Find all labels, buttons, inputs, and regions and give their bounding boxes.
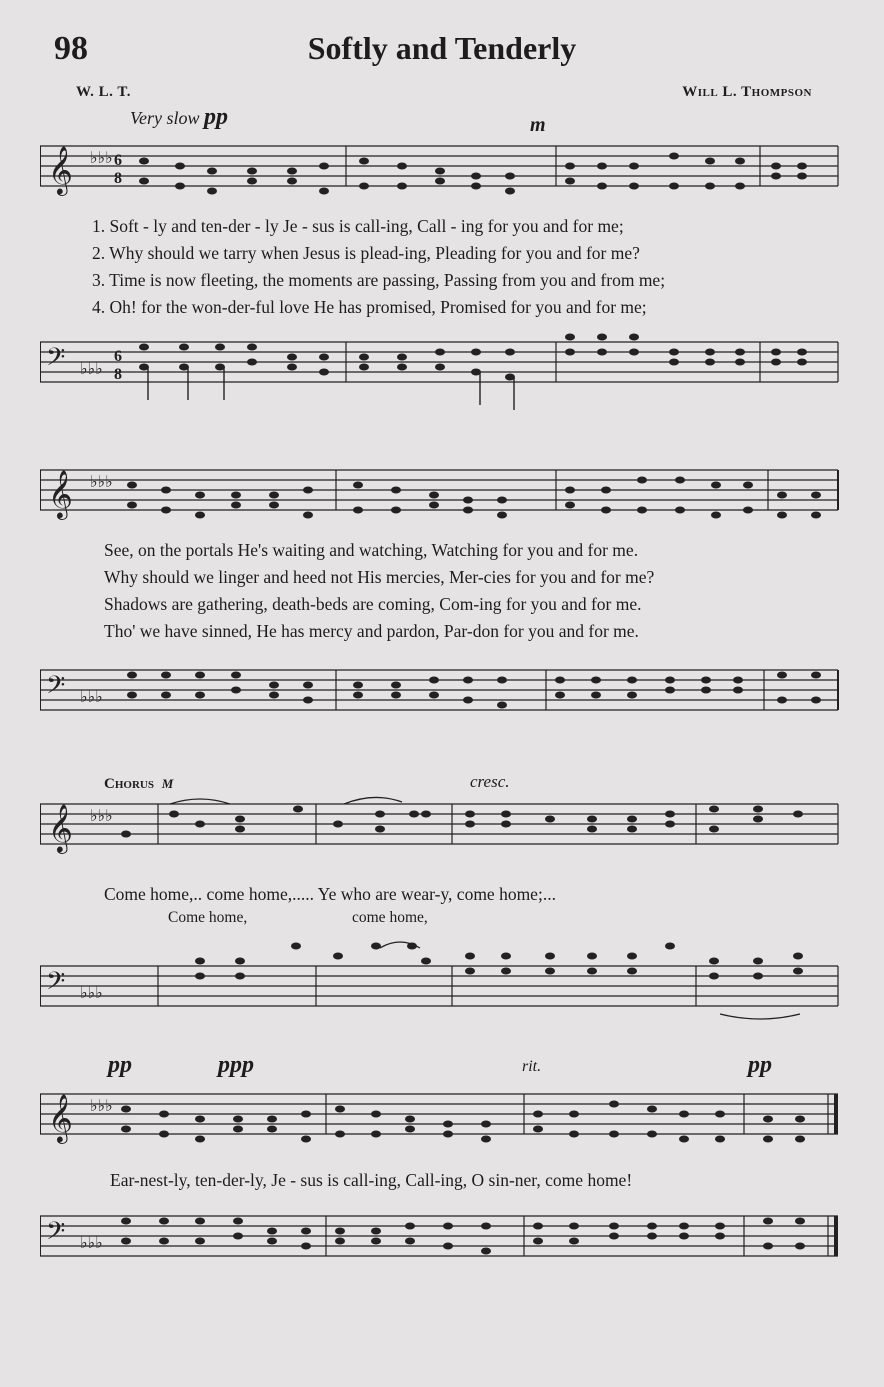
staff-system-1-treble [40,138,840,198]
cresc-marking: cresc. [470,772,510,791]
svg-text:♭♭♭: ♭♭♭ [90,808,113,825]
svg-text:♭♭♭: ♭♭♭ [80,985,103,1002]
svg-text:𝄢: 𝄢 [46,672,66,705]
svg-text:𝄢: 𝄢 [46,968,66,1001]
svg-text:𝄢: 𝄢 [46,344,66,377]
svg-text:𝄞: 𝄞 [48,1096,73,1142]
svg-text:𝄞: 𝄞 [48,472,73,518]
refrain-line-2: Why should we linger and heed not His mercies, Mer-cies for you and for me? [104,567,655,587]
staff-system-2-bass [40,654,840,744]
hymn-title: Softly and Tenderly [307,30,577,66]
svg-text:♭♭♭: ♭♭♭ [80,689,103,706]
refrain-line-4: Tho' we have sinned, He has mercy and pardon, Par-don for you and for me. [104,621,639,641]
svg-text:♭♭♭: ♭♭♭ [80,1235,103,1252]
staff-system-2-treble [40,458,840,528]
staff-chorus-treble [40,790,840,870]
dynamic-m: m [530,114,546,136]
staff-system-1-bass [40,330,840,420]
final-dynamic-pp: pp [108,1052,132,1078]
svg-text:♭♭♭: ♭♭♭ [90,150,113,167]
chorus-bass-echo-2: come home, [352,909,428,926]
svg-text:6: 6 [114,152,122,169]
svg-text:♭♭♭: ♭♭♭ [90,474,113,491]
chorus-bass-echo-1: Come home, [168,909,248,926]
words-credit: W. L. T. [76,84,131,100]
final-lyric: Ear-nest-ly, ten-der-ly, Je - sus is call-ing, Call-ing, O sin-ner, come home! [110,1170,633,1190]
svg-text:♭♭♭: ♭♭♭ [90,1098,113,1115]
verse-line-1: 1. Soft - ly and ten-der - ly Je - sus is call-ing, Call - ing for you and for me; [92,216,624,236]
tempo-text: Very slow [130,108,200,128]
final-dynamic-ppp: ppp [218,1052,254,1078]
page-number: 98 [54,30,88,67]
music-credit: Will L. Thompson [682,84,812,100]
verse-line-3: 3. Time is now fleeting, the moments are passing, Passing from you and from me; [92,270,666,290]
svg-text:8: 8 [114,366,122,383]
svg-text:♭♭♭: ♭♭♭ [80,361,103,378]
svg-text:𝄞: 𝄞 [48,148,73,194]
svg-text:𝄢: 𝄢 [46,1218,66,1251]
staff-final-bass [40,1200,840,1290]
verse-line-4: 4. Oh! for the won-der-ful love He has promised, Promised for you and for me; [92,297,647,317]
chorus-dynamic: m [161,772,174,792]
verse-line-2: 2. Why should we tarry when Jesus is plead-ing, Pleading for you and for me? [92,243,640,263]
tempo-marking [130,104,228,131]
refrain-line-1: See, on the portals He's waiting and watching, Watching for you and for me. [104,540,639,560]
chorus-lyric-1: Come home,.. come home,..... Ye who are wear-y, come home;... [104,884,556,904]
rit-marking: rit. [522,1058,542,1075]
chorus-label: Chorus [104,776,154,792]
svg-text:6: 6 [114,348,122,365]
svg-text:𝄞: 𝄞 [48,806,73,852]
refrain-line-3: Shadows are gathering, death-beds are coming, Com-ing for you and for me. [104,594,642,614]
staff-chorus-bass [40,930,840,1020]
svg-text:8: 8 [114,170,122,187]
staff-final-treble [40,1080,840,1160]
end-dynamic-pp: pp [748,1052,772,1078]
dynamic-pp: pp [204,104,228,130]
